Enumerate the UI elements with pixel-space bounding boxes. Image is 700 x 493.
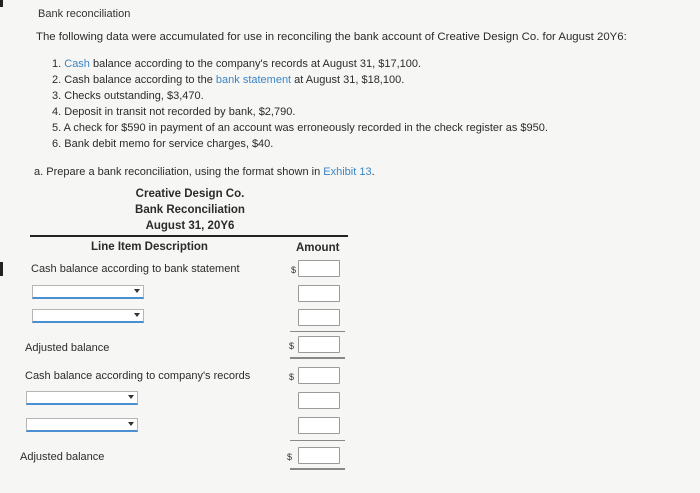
dollar-sign: $ xyxy=(289,341,295,351)
subtotal-underline xyxy=(290,331,345,332)
bank-balance-amount-input[interactable] xyxy=(298,260,340,277)
data-list-item: 1. Cash balance according to the company's records at August 31, $17,100. xyxy=(52,58,422,70)
bank-adjustment-amount-input-2[interactable] xyxy=(298,309,340,326)
data-list xyxy=(52,56,548,152)
company-adjustment-dropdown-2[interactable] xyxy=(26,418,138,432)
company-adjustment-amount-input-2[interactable] xyxy=(298,417,340,434)
company-adjustment-dropdown-1[interactable] xyxy=(26,391,138,405)
chevron-down-icon xyxy=(134,289,140,293)
bank-adjustment-amount-input-1[interactable] xyxy=(298,285,340,302)
dollar-sign: $ xyxy=(291,265,297,275)
header-rule xyxy=(30,235,348,237)
dollar-sign: $ xyxy=(287,452,293,462)
page-title: Bank reconciliation xyxy=(38,8,131,20)
scroll-edge-mark xyxy=(0,0,3,7)
chevron-down-icon xyxy=(128,395,134,399)
data-list-item: 2. Cash balance according to the bank statement at August 31, $18,100. xyxy=(52,74,405,86)
bank-balance-label: Cash balance according to bank statement xyxy=(31,263,240,275)
chevron-down-icon xyxy=(134,313,140,317)
company-balance-label: Cash balance according to company's records xyxy=(25,370,251,382)
data-list-item: 3. Checks outstanding, $3,470. xyxy=(52,90,204,102)
adjusted-balance-bank-input[interactable] xyxy=(298,336,340,353)
company-adjustment-amount-input-1[interactable] xyxy=(298,392,340,409)
column-header-description: Line Item Description xyxy=(91,241,208,253)
data-list-item: 6. Bank debit memo for service charges, $40. xyxy=(52,138,274,150)
glossary-link[interactable]: Cash xyxy=(64,58,90,70)
column-header-amount: Amount xyxy=(296,242,340,254)
company-name: Creative Design Co. xyxy=(135,188,245,200)
subtotal-underline xyxy=(290,440,345,441)
data-list-item: 4. Deposit in transit not recorded by bank, $2,790. xyxy=(52,106,296,118)
dollar-sign: $ xyxy=(289,372,295,382)
exhibit-link[interactable]: Exhibit 13 xyxy=(323,166,372,178)
adjusted-balance-label: Adjusted balance xyxy=(25,342,110,354)
data-list-item: 5. A check for $590 in payment of an account was erroneously recorded in the check register as $950. xyxy=(52,122,548,134)
total-double-underline xyxy=(290,468,345,470)
statement-heading: Bank Reconciliation xyxy=(135,204,245,216)
total-double-underline xyxy=(290,357,345,359)
glossary-link[interactable]: bank statement xyxy=(215,74,292,86)
bank-adjustment-dropdown-1[interactable] xyxy=(32,285,144,299)
part-a-instruction: a. Prepare a bank reconciliation, using the format shown in Exhibit 13. xyxy=(34,166,375,178)
statement-date: August 31, 20Y6 xyxy=(145,220,235,232)
adjusted-balance-label-2: Adjusted balance xyxy=(20,451,105,463)
chevron-down-icon xyxy=(128,422,134,426)
adjusted-balance-company-input[interactable] xyxy=(298,447,340,464)
bank-adjustment-dropdown-2[interactable] xyxy=(32,309,144,323)
company-balance-amount-input[interactable] xyxy=(298,367,340,384)
problem-intro: The following data were accumulated for use in reconciling the bank account of Creative Design Co. for August 20Y6: xyxy=(36,31,627,43)
scroll-edge-mark xyxy=(0,262,3,276)
